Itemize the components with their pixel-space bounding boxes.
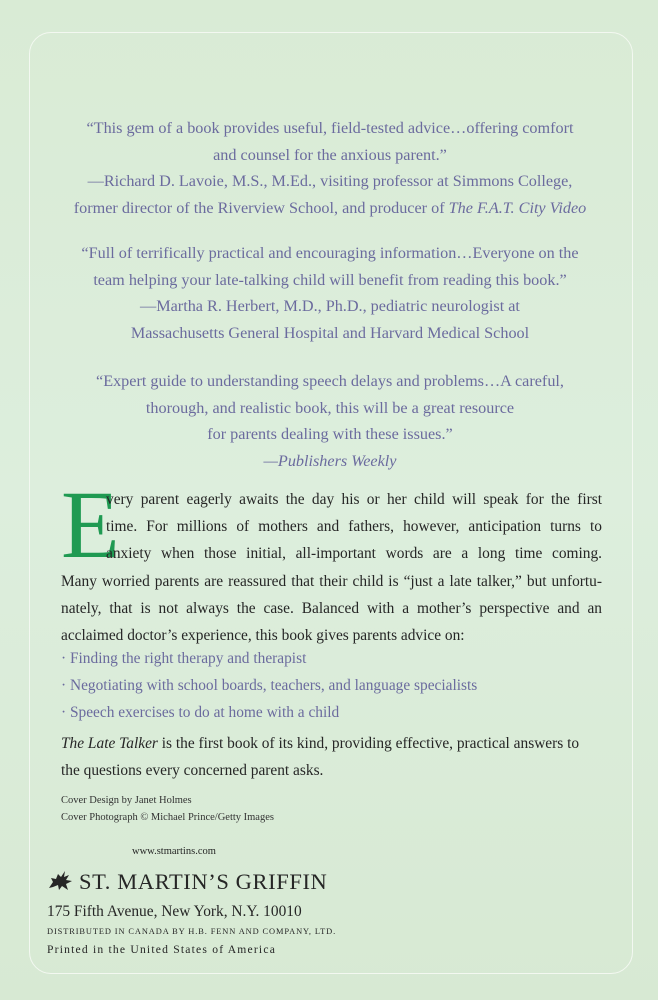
- quote-line: for parents dealing with these issues.”: [207, 425, 453, 443]
- description-paragraph: [61, 486, 602, 649]
- publisher-address: 175 Fifth Avenue, New York, N.Y. 10010: [47, 903, 302, 920]
- quote-line: and counsel for the anxious parent.”: [213, 145, 447, 164]
- attribution-prefix: former director of the Riverview School, and producer of: [73, 198, 449, 217]
- list-item: · Negotiating with school boards, teachers, and language specialists: [61, 677, 478, 694]
- paragraph-line: Many worried parents are reassured that their child is “just a late talker,” but unfortu-: [61, 572, 602, 590]
- printed-in: Printed in the United States of America: [47, 943, 277, 956]
- paragraph-line: very parent eagerly awaits the day his or her child will speak for the first: [106, 491, 602, 508]
- cover-credits: [61, 793, 274, 826]
- quote-line: thorough, and realistic book, this will be a great resource: [145, 398, 515, 417]
- book-title: The Late Talker: [61, 735, 158, 752]
- quote-line: “Expert guide to understanding speech delays and problems…A careful,: [96, 372, 564, 390]
- list-item: · Finding the right therapy and therapist: [61, 650, 307, 667]
- quote-line: team helping your late-talking child will benefit from reading this book.”: [93, 270, 567, 289]
- paragraph-line: anxiety when those initial, all-important words are a long time coming.: [106, 545, 602, 563]
- paragraph-line: acclaimed doctor’s experience, this book gives parents advice on:: [61, 627, 465, 645]
- paragraph-line: nately, that is not always the case. Balanced with a mother’s perspective and an: [61, 599, 602, 617]
- quote-attribution: Massachusetts General Hospital and Harvard Medical School: [130, 323, 530, 342]
- paragraph-line: the questions every concerned parent asks.: [61, 762, 324, 780]
- quote-attribution: —Publishers Weekly: [263, 451, 397, 470]
- quote-line: “Full of terrifically practical and encouraging information…Everyone on the: [81, 244, 579, 262]
- cover-design-credit: Cover Design by Janet Holmes: [61, 795, 192, 806]
- quote-attribution: —Martha R. Herbert, M.D., Ph.D., pediatric neurologist at: [140, 297, 520, 315]
- cover-photo-credit: Cover Photograph © Michael Prince/Getty Images: [61, 811, 274, 823]
- advice-list: [61, 645, 602, 726]
- drop-cap: E: [61, 471, 120, 578]
- quote-herbert: [40, 240, 620, 346]
- quote-attribution: —Richard D. Lavoie, M.S., M.Ed., visiting professor at Simmons College,: [87, 172, 573, 190]
- publisher-url: www.stmartins.com: [132, 846, 216, 857]
- list-item: · Speech exercises to do at home with a child: [61, 704, 340, 721]
- quote-attribution-line: [40, 195, 620, 222]
- video-title: The F.A.T. City Video: [448, 198, 587, 217]
- quote-line: “This gem of a book provides useful, field-tested advice…offering comfort: [86, 119, 574, 137]
- paragraph-line: [61, 730, 602, 757]
- closing-text: is the first book of its kind, providing effective, practical answers to: [157, 735, 580, 752]
- quote-lavoie: [40, 115, 620, 221]
- publisher-name: ST. MARTIN’S GRIFFIN: [79, 869, 328, 894]
- griffin-icon: [47, 868, 75, 892]
- distribution-note: DISTRIBUTED IN CANADA BY H.B. FENN AND COMPANY, LTD.: [47, 927, 337, 936]
- quote-publishers-weekly: [40, 368, 620, 474]
- publisher-name-row: [47, 868, 327, 895]
- paragraph-line: time. For millions of mothers and fathers, however, anticipation turns to: [106, 518, 602, 536]
- closing-paragraph: [61, 730, 602, 784]
